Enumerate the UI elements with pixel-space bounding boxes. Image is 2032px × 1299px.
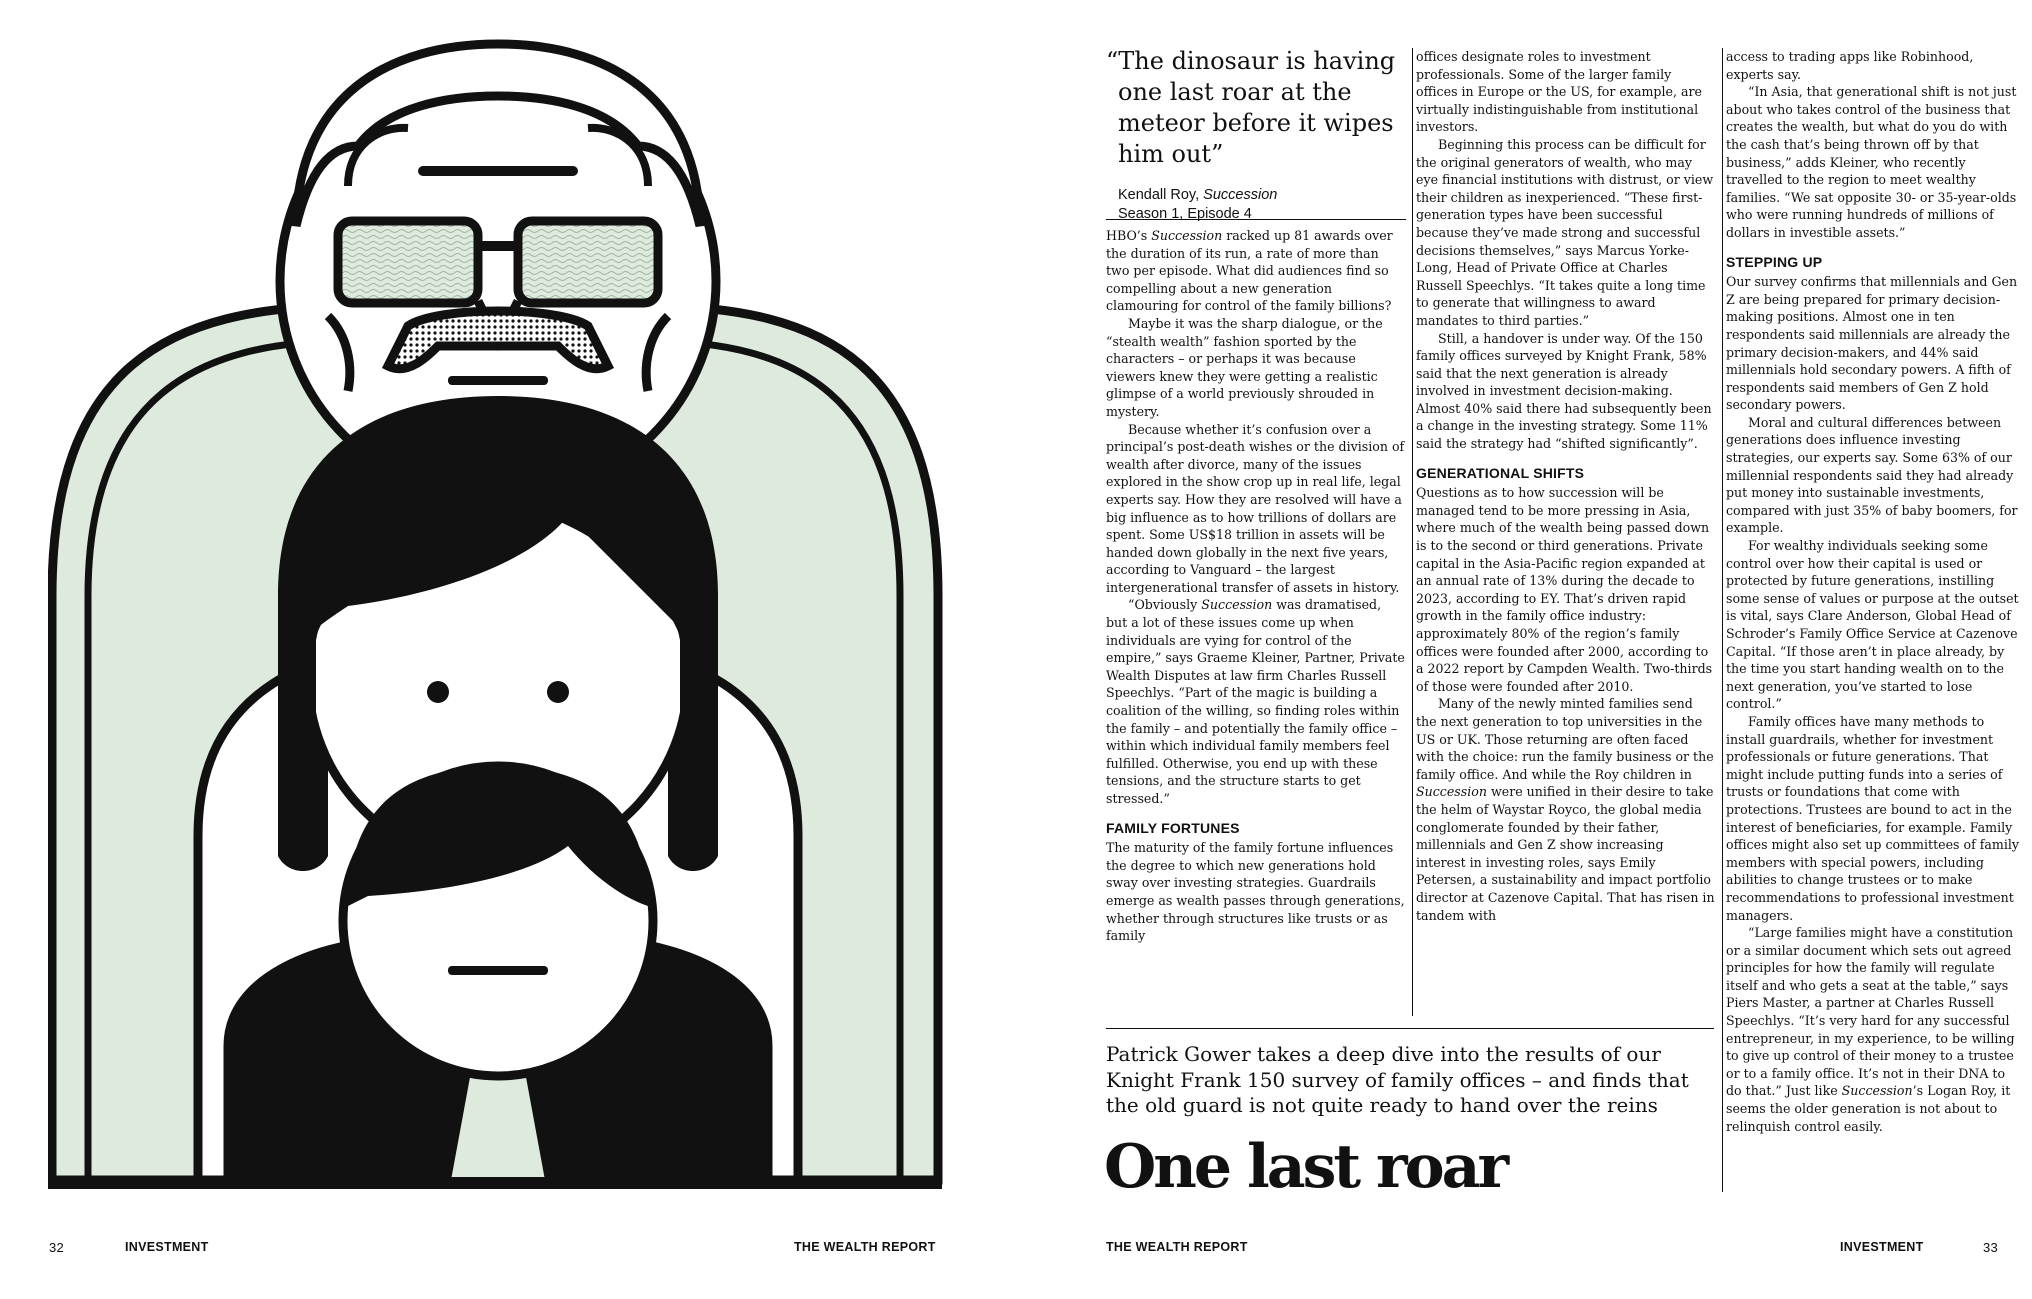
pull-quote-text: “The dinosaur is having one last roar at the meteor before it wipes him out” <box>1106 47 1396 168</box>
paragraph: HBO’s Succession racked up 81 awards over the duration of its run, a rate of more than two per episode. What did audiences find so compelling about a new generation clamouring for control of the family billions? <box>1106 228 1393 314</box>
column-rule-2 <box>1722 48 1723 1192</box>
paragraph: “In Asia, that generational shift is not just about who takes control of the business that creates the wealth, but what do you do with the cash that’s being thrown off by that business,” adds Kleiner, who recently travelled to the region to meet wealthy families. “We sat opposite 30- or 35-year-olds who were running hundreds of millions of dollars in investible assets.” <box>1726 84 2017 240</box>
headline: One last roar <box>1104 1132 1507 1202</box>
mother-eye-right <box>547 681 569 703</box>
paragraph: Because whether it’s confusion over a principal’s post-death wishes or the division of wealth after divorce, many of the issues explored in the show crop up in real life, legal experts say. How they are resolved will have a big influence as to how trillions of dollars are spent. Some US$18 trillion in assets will be handed down globally in the next five years, according to Vanguard – the largest intergenerational transfer of assets in history. <box>1106 421 1405 595</box>
standfirst: Patrick Gower takes a deep dive into the results of our Knight Frank 150 survey of family offices – and finds that the old guard is not quite ready to hand over the reins <box>1106 1042 1689 1117</box>
pull-quote <box>1106 46 1406 224</box>
folio-page-number: 32 <box>49 1240 65 1255</box>
paragraph: Family offices have many methods to install guardrails, whether for investment professionals or future generations. That might include putting funds into a series of trusts or foundations that come with protections. Trustees are bound to act in the interest of beneficiaries, for example. Family offices might also set up committees of family members with special powers, including abilities to change trustees or to make recommendations to professional investment managers. <box>1726 713 2020 923</box>
pull-quote-show: Succession <box>1203 187 1278 203</box>
body-column-2 <box>1416 48 1716 924</box>
paragraph: Maybe it was the sharp dialogue, or the “stealth wealth” fashion sported by the characters – or perhaps it was because viewers knew they were getting a realistic glimpse of a world previously shrouded in mystery. <box>1106 315 1383 419</box>
subheading-generational-shifts: GENERATIONAL SHIFTS <box>1416 464 1585 481</box>
folio-publication: THE WEALTH REPORT <box>794 1240 936 1254</box>
paragraph: “Obviously Succession was dramatised, but a lot of these issues come up when individuals are vying for control of the empire,” says Graeme Kleiner, Partner, Private Wealth Disputes at law firm Charles Russell Speechlys. “Part of the magic is building a coalition of the willing, so finding roles within the family – and potentially the family office – within which individual family members feel fulfilled. Otherwise, you end up with these tensions, and the structure starts to get stressed.” <box>1106 597 1405 806</box>
column-rule-1 <box>1412 48 1413 1016</box>
paragraph: The maturity of the family fortune influences the degree to which new generations hold sway over investing strategies. Guardrails emerge as wealth passes through generations, whether through structures like trusts or as family <box>1106 840 1405 944</box>
right-page <box>1016 0 2032 1299</box>
paragraph: Our survey confirms that millennials and Gen Z are being prepared for primary decision-making positions. Almost one in ten respondents said millennials are already the primary decision-makers, and 44% said millennials hold secondary powers. A fifth of respondents said members of Gen Z hold secondary powers. <box>1726 274 2018 413</box>
folio-section: INVESTMENT <box>125 1240 209 1254</box>
folio-publication: THE WEALTH REPORT <box>1106 1240 1248 1254</box>
paragraph: Moral and cultural differences between generations does influence investing strategies, our experts say. Some 63% of our millennial respondents said they had already put money into sustainable investments, compared with just 35% of baby boomers, for example. <box>1726 414 2018 536</box>
mother-eye-left <box>427 681 449 703</box>
paragraph: For wealthy individuals seeking some control over how their capital is used or protected by future generations, instilling some sense of values or purpose at the outset is vital, says Clare Anderson, Global Head of Schroder’s Family Office Service at Cazenove Capital. “If those aren’t in place already, by the time you start handing wealth on to the next generation, you’ve started to lose control.” <box>1726 538 2019 712</box>
folio-section: INVESTMENT <box>1840 1240 1924 1254</box>
pull-quote-speaker: Kendall Roy, <box>1118 187 1200 203</box>
paragraph: offices designate roles to investment professionals. Some of the larger family offices in Europe or the US, for example, are virtually indistinguishable from institutional investors. <box>1416 49 1702 135</box>
body-column-1 <box>1106 227 1406 945</box>
paragraph: “Large families might have a constitution or a similar document which sets out agreed principles for how the family will regulate itself and who gets a seat at the table,” says Piers Master, a partner at Charles Russell Speechlys. “It’s very hard for any successful entrepreneur, in my experience, to be willing to give up control of their money to a trustee or to a family office. It’s not in their DNA to do that.” Just like Succession’s Logan Roy, it seems the older generation is not about to relinquish control easily. <box>1726 925 2015 1134</box>
paragraph: Many of the newly minted families send the next generation to top universities in the US or UK. Those returning are often faced with the choice: run the family business or the family office. And while the Roy children in Succession were unified in their desire to take the helm of Waystar Royco, the global media conglomerate founded by their father, millennials and Gen Z show increasing interest in investing roles, says Emily Petersen, a sustainability and impact portfolio director at Cazenove Capital. That has risen in tandem with <box>1416 696 1715 923</box>
pull-quote-episode: Season 1, Episode 4 <box>1118 206 1252 222</box>
rule-under-quote <box>1106 219 1406 220</box>
subheading-stepping-up: STEPPING UP <box>1726 253 1823 270</box>
subheading-family-fortunes: FAMILY FORTUNES <box>1106 819 1240 836</box>
folio-page-number: 33 <box>1983 1240 1999 1255</box>
body-column-3 <box>1726 48 2023 1135</box>
paragraph: Questions as to how succession will be managed tend to be more pressing in Asia, where much of the wealth being passed down is to the second or third generations. Private capital in the Asia-Pacific region expanded at an annual rate of 13% during the decade to 2023, according to EY. That’s driven rapid growth in the family office industry: approximately 80% of the region’s family offices were founded after 2000, according to a 2022 report by Campden Wealth. Two-thirds of those were founded after 2010. <box>1416 485 1713 694</box>
paragraph: access to trading apps like Robinhood, experts say. <box>1726 49 1974 82</box>
paragraph: Still, a handover is under way. Of the 150 family offices surveyed by Knight Frank, 58% said that the next generation is already involved in investment decision-making. Almost 40% said there had subsequently been a change in the investing strategy. Some 11% said the strategy had “shifted significantly”. <box>1416 330 1712 452</box>
rule-above-standfirst <box>1106 1028 1714 1029</box>
paragraph: Beginning this process can be difficult for the original generators of wealth, who may eye financial institutions with distrust, or view their children as inexperienced. “These first-generation types have been successful because they’ve made strong and successful decisions themselves,” says Marcus Yorke-Long, Head of Private Office at Charles Russell Speechlys. “It takes quite a long time to generate that willingness to award mandates to third parties.” <box>1416 136 1714 328</box>
family-generations-illustration <box>48 36 948 1206</box>
glasses-icon <box>338 221 478 303</box>
